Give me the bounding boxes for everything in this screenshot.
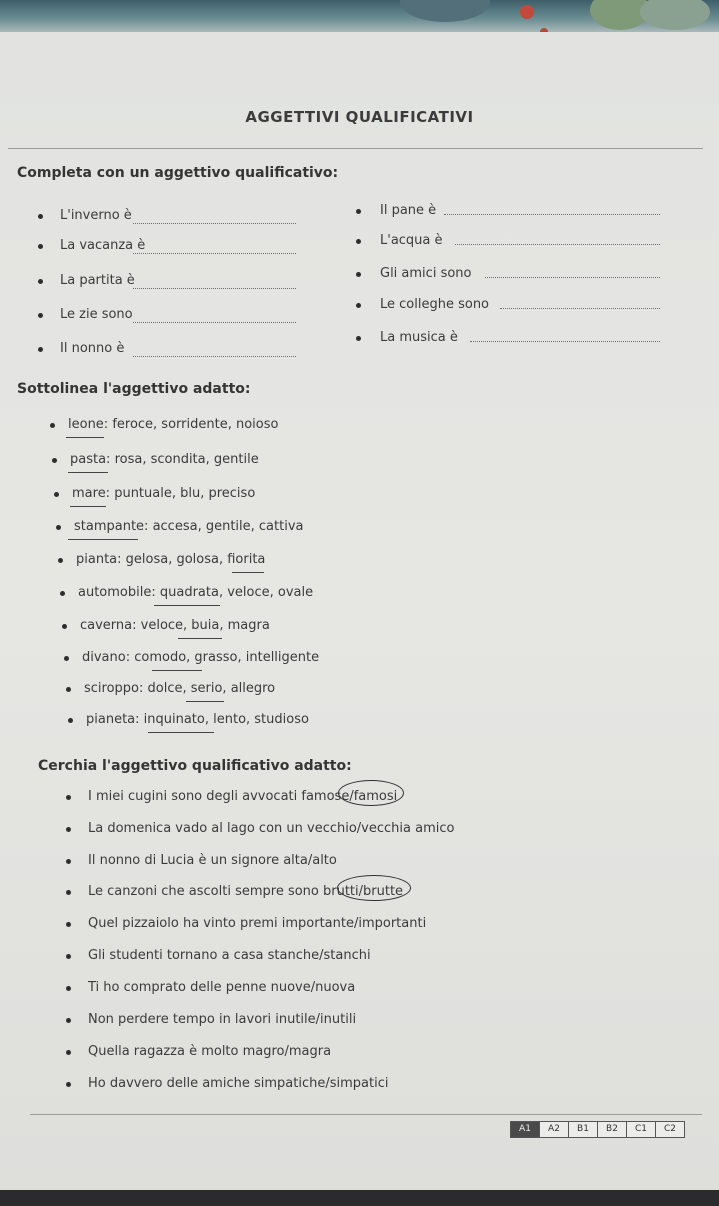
section-underline-heading: Sottolinea l'aggettivo adatto: — [17, 381, 251, 397]
level-badge-a2: A2 — [539, 1122, 568, 1137]
bullet-icon — [38, 279, 43, 284]
student-underline-mark — [148, 732, 214, 733]
student-underline-mark — [68, 472, 108, 473]
fill-in-prompt: La musica è — [380, 330, 458, 345]
bullet-icon — [60, 591, 65, 596]
level-badge-b1: B1 — [568, 1122, 597, 1137]
bullet-icon — [66, 859, 71, 864]
bullet-icon — [66, 890, 71, 895]
bullet-icon — [56, 525, 61, 530]
bullet-icon — [38, 214, 43, 219]
level-badge-b2: B2 — [597, 1122, 626, 1137]
fill-in-prompt: Le zie sono — [60, 307, 133, 322]
answer-blank — [133, 322, 296, 323]
bullet-icon — [356, 303, 361, 308]
circle-item: Gli studenti tornano a casa stanche/stanchi — [88, 948, 371, 963]
fill-in-prompt: L'acqua è — [380, 233, 443, 248]
circle-item: Non perdere tempo in lavori inutile/inutili — [88, 1012, 357, 1027]
bullet-icon — [54, 492, 59, 497]
circle-item: Ti ho comprato delle penne nuove/nuova — [88, 980, 356, 995]
bullet-icon — [38, 347, 43, 352]
underline-item: caverna: veloce, buia, magra — [80, 618, 270, 633]
student-underline-mark — [152, 670, 202, 671]
answer-blank — [133, 253, 296, 254]
fill-in-prompt: L'inverno è — [60, 208, 132, 223]
fill-in-prompt: Gli amici sono — [380, 266, 472, 281]
student-underline-mark — [70, 506, 106, 507]
student-underline-mark — [178, 638, 222, 639]
circle-item: Quel pizzaiolo ha vinto premi importante/importanti — [88, 916, 427, 931]
underline-item: stampante: accesa, gentile, cattiva — [74, 519, 304, 534]
underline-item: pianta: gelosa, golosa, fiorita — [76, 552, 266, 567]
answer-blank — [133, 223, 296, 224]
level-badge-a1: A1 — [511, 1122, 539, 1137]
fill-in-prompt: La partita è — [60, 273, 135, 288]
bullet-icon — [356, 272, 361, 277]
level-badge-c2: C2 — [655, 1122, 684, 1137]
bullet-icon — [38, 244, 43, 249]
bullet-icon — [62, 624, 67, 629]
underline-item: mare: puntuale, blu, preciso — [72, 486, 256, 501]
bullet-icon — [356, 336, 361, 341]
page-title: AGGETTIVI QUALIFICATIVI — [245, 108, 474, 126]
level-badge-c1: C1 — [626, 1122, 655, 1137]
fill-in-prompt: La vacanza è — [60, 238, 146, 253]
bullet-icon — [66, 922, 71, 927]
bullet-icon — [66, 827, 71, 832]
underline-item: sciroppo: dolce, serio, allegro — [84, 681, 276, 696]
underline-item: leone: feroce, sorridente, noioso — [68, 417, 279, 432]
answer-blank — [455, 244, 660, 245]
bullet-icon — [66, 795, 71, 800]
bullet-icon — [356, 209, 361, 214]
bullet-icon — [66, 687, 71, 692]
fill-in-prompt: Il pane è — [380, 203, 437, 218]
bullet-icon — [50, 423, 55, 428]
circle-item: Il nonno di Lucia è un signore alta/alto — [88, 853, 337, 868]
circle-item: La domenica vado al lago con un vecchio/vecchia amico — [88, 821, 455, 836]
student-circle-mark — [337, 875, 411, 901]
underline-item: pianeta: inquinato, lento, studioso — [86, 712, 309, 727]
circle-item: Quella ragazza è molto magro/magra — [88, 1044, 332, 1059]
fill-in-prompt: Il nonno è — [60, 341, 125, 356]
bullet-icon — [356, 239, 361, 244]
student-underline-mark — [186, 701, 224, 702]
section-fill-in-heading: Completa con un aggettivo qualificativo: — [17, 165, 339, 181]
student-underline-mark — [232, 572, 264, 573]
student-underline-mark — [66, 437, 104, 438]
fill-in-prompt: Le colleghe sono — [380, 297, 490, 312]
answer-blank — [485, 277, 660, 278]
section-circle-heading: Cerchia l'aggettivo qualificativo adatto: — [38, 758, 352, 774]
level-badges — [510, 1121, 685, 1138]
student-underline-mark — [154, 605, 220, 606]
bullet-icon — [38, 313, 43, 318]
circle-item: I miei cugini sono degli avvocati famose/famosi — [88, 789, 398, 804]
underline-item: divano: comodo, grasso, intelligente — [82, 650, 320, 665]
answer-blank — [470, 341, 660, 342]
background-bottom — [0, 1190, 719, 1206]
bullet-icon — [66, 1018, 71, 1023]
answer-blank — [133, 288, 296, 289]
bullet-icon — [66, 1050, 71, 1055]
answer-blank — [133, 356, 296, 357]
underline-item: automobile: quadrata, veloce, ovale — [78, 585, 314, 600]
title-divider — [8, 148, 703, 149]
bullet-icon — [52, 458, 57, 463]
student-underline-mark — [68, 539, 138, 540]
bullet-icon — [58, 558, 63, 563]
footer-divider — [30, 1114, 702, 1115]
answer-blank — [444, 214, 660, 215]
student-circle-mark — [338, 780, 404, 806]
circle-item: Le canzoni che ascolti sempre sono brutti/brutte — [88, 884, 404, 899]
underline-item: pasta: rosa, scondita, gentile — [70, 452, 259, 467]
circle-item: Ho davvero delle amiche simpatiche/simpatici — [88, 1076, 389, 1091]
bullet-icon — [68, 718, 73, 723]
bullet-icon — [66, 1082, 71, 1087]
bullet-icon — [66, 954, 71, 959]
bullet-icon — [66, 986, 71, 991]
bullet-icon — [64, 656, 69, 661]
answer-blank — [500, 308, 660, 309]
